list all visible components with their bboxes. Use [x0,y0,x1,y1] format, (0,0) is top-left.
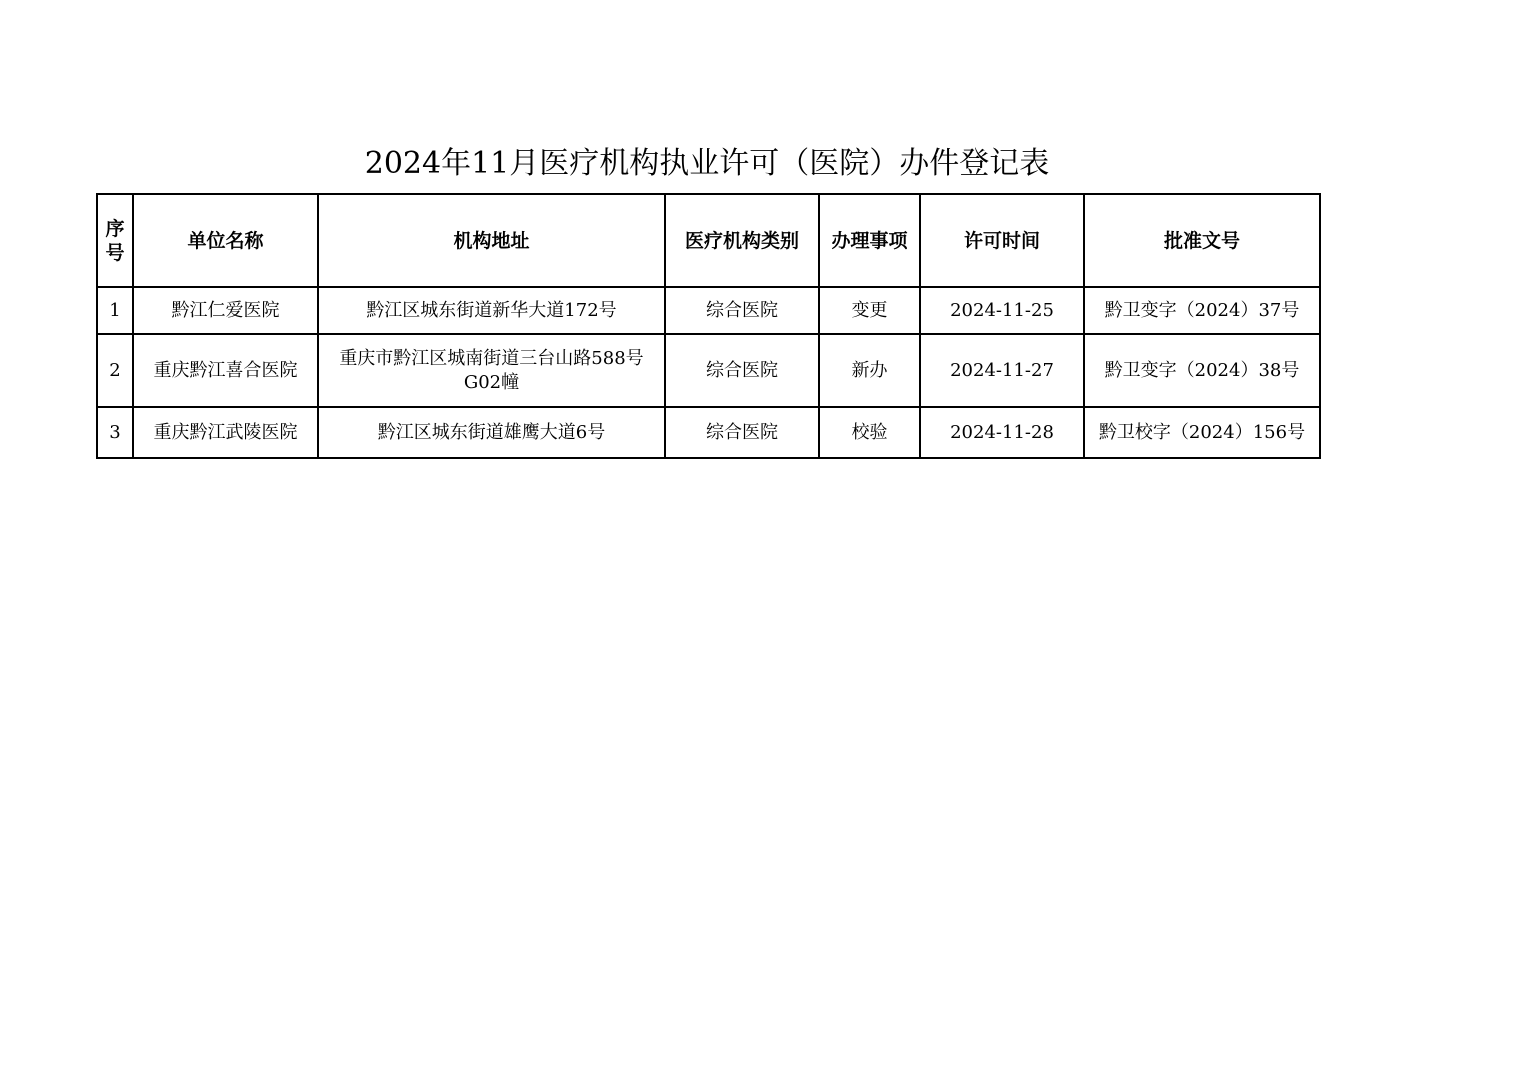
cell-license-date: 2024-11-28 [920,407,1084,458]
cell-category: 综合医院 [665,334,819,407]
table-header-row [97,194,1320,287]
cell-address-line: 重庆市黔江区城南街道三台山路588号 [339,347,644,369]
cell-approval-no: 黔卫变字（2024）37号 [1084,287,1320,334]
cell-approval-no: 黔卫校字（2024）156号 [1084,407,1320,458]
header-matter: 办理事项 [819,194,920,287]
cell-index: 3 [97,407,133,458]
cell-address-line-2: G02幢 [463,371,520,393]
cell-matter: 校验 [819,407,920,458]
cell-category: 综合医院 [665,287,819,334]
header-index-label: 序号 [105,217,125,264]
cell-address [318,287,665,334]
register-table [96,193,1321,459]
cell-unit-name: 重庆黔江喜合医院 [133,334,318,407]
table-row [97,287,1320,334]
cell-unit-name: 重庆黔江武陵医院 [133,407,318,458]
cell-address-line: 黔江区城东街道雄鹰大道6号 [377,421,606,443]
cell-matter: 变更 [819,287,920,334]
cell-index: 1 [97,287,133,334]
header-category: 医疗机构类别 [665,194,819,287]
header-unit-name: 单位名称 [133,194,318,287]
cell-address [318,407,665,458]
table-row [97,407,1320,458]
cell-license-date: 2024-11-25 [920,287,1084,334]
cell-address-line: 黔江区城东街道新华大道172号 [366,299,617,321]
cell-unit-name: 黔江仁爱医院 [133,287,318,334]
cell-index: 2 [97,334,133,407]
page-title: 2024年11月医疗机构执业许可（医院）办件登记表 [364,146,1050,181]
header-index [97,194,133,287]
header-approval-no: 批准文号 [1084,194,1320,287]
cell-approval-no: 黔卫变字（2024）38号 [1084,334,1320,407]
cell-matter: 新办 [819,334,920,407]
cell-category: 综合医院 [665,407,819,458]
cell-address [318,334,665,407]
header-license-date: 许可时间 [920,194,1084,287]
table-row [97,334,1320,407]
header-address: 机构地址 [318,194,665,287]
cell-license-date: 2024-11-27 [920,334,1084,407]
